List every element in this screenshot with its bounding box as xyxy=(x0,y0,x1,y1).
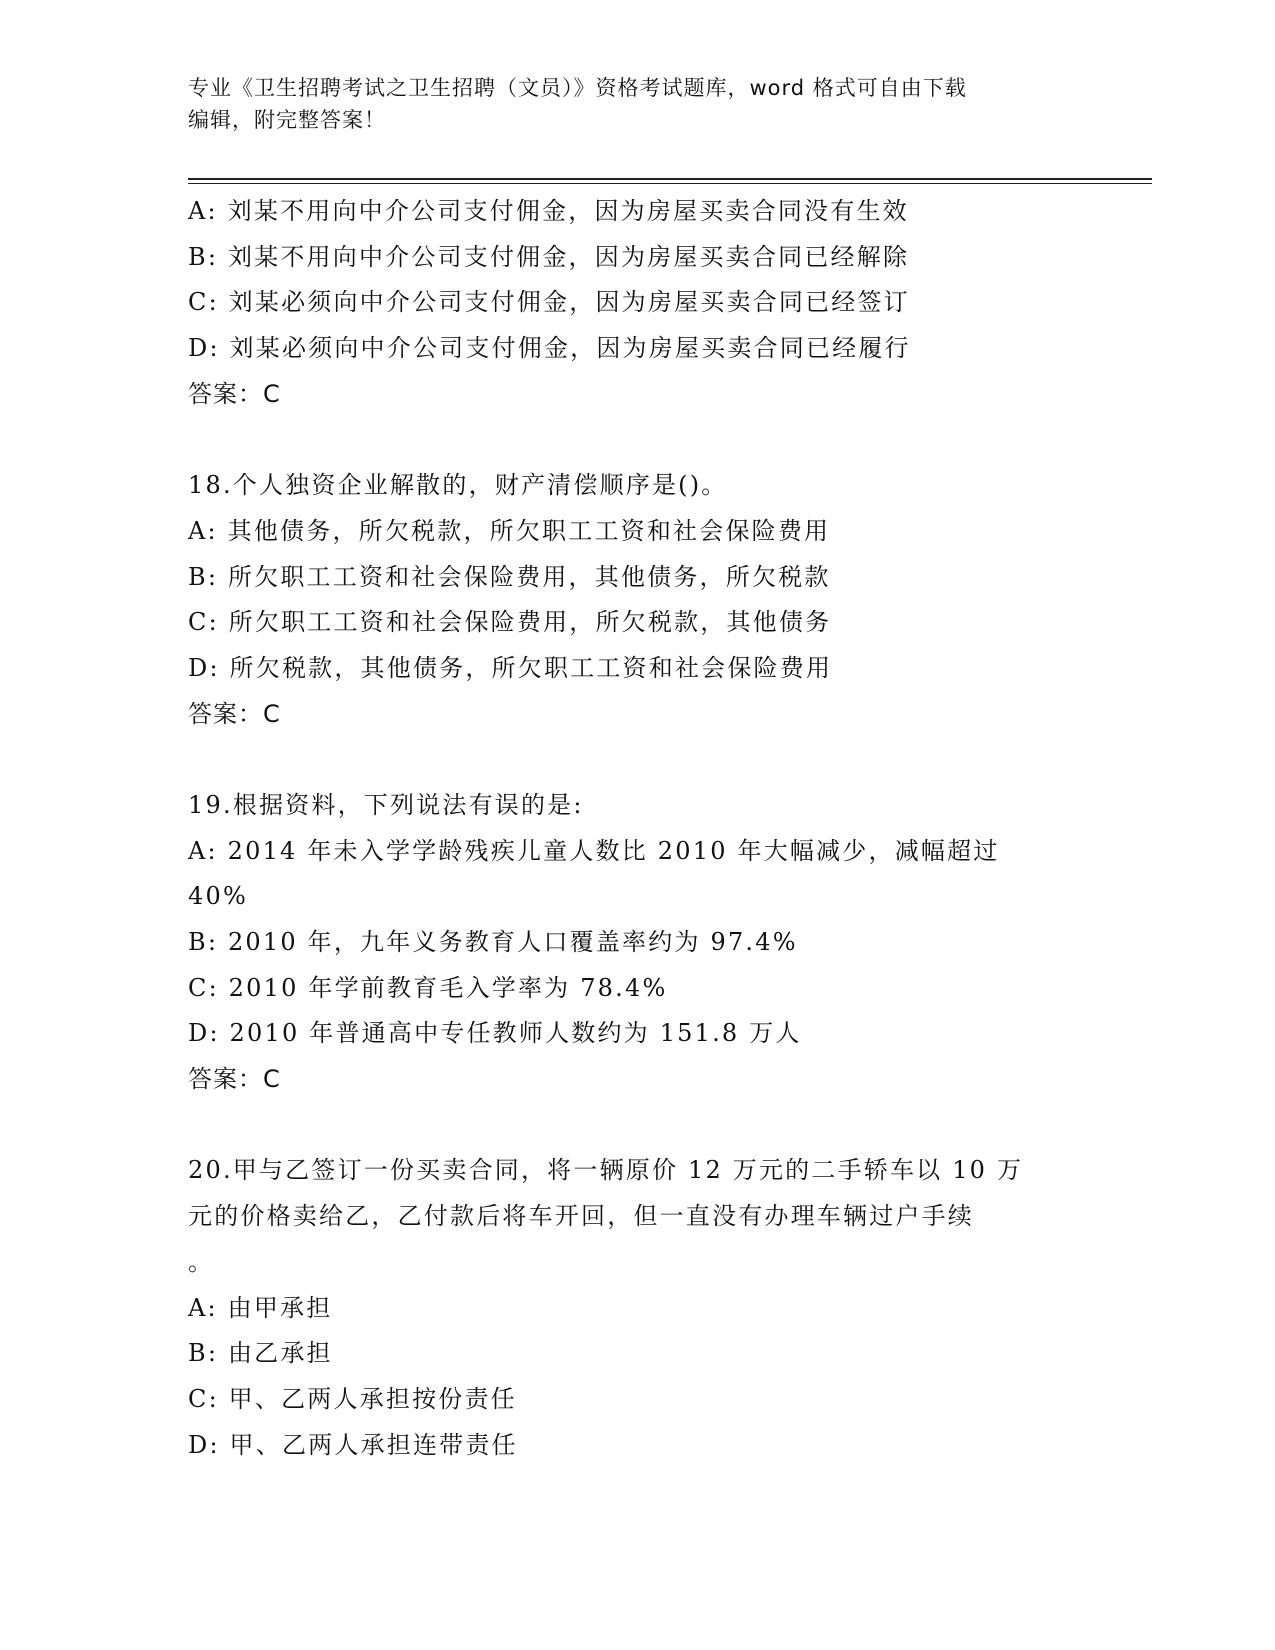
q19-option-a-cont: 40% xyxy=(188,882,248,911)
q17-option-b: B: 刘某不用向中介公司支付佣金，因为房屋买卖合同已经解除 xyxy=(188,242,910,271)
question-content xyxy=(188,189,1088,1468)
document-header xyxy=(188,72,1088,136)
header-rule-thin xyxy=(188,183,1152,184)
q20-option-c: C: 甲、乙两人承担按份责任 xyxy=(188,1384,517,1413)
header-rule-thick xyxy=(188,178,1152,180)
q18-option-b: B: 所欠职工工资和社会保险费用，其他债务，所欠税款 xyxy=(188,562,831,591)
q17-option-d: D: 刘某必须向中介公司支付佣金，因为房屋买卖合同已经履行 xyxy=(188,334,911,363)
q20-option-d: D: 甲、乙两人承担连带责任 xyxy=(188,1430,518,1459)
q17-answer: 答案：C xyxy=(188,379,281,408)
q18-option-a: A: 其他债务，所欠税款，所欠职工工资和社会保险费用 xyxy=(188,516,831,545)
q18-option-d: D: 所欠税款，其他债务，所欠职工工资和社会保险费用 xyxy=(188,653,833,682)
q18-answer: 答案：C xyxy=(188,699,281,728)
q19-option-c: C: 2010 年学前教育毛入学率为 78.4% xyxy=(188,973,668,1002)
header-line-2: 编辑，附完整答案！ xyxy=(188,108,386,132)
q20-question: 20.甲与乙签订一份买卖合同，将一辆原价 12 万元的二手轿车以 10 万 xyxy=(188,1156,1024,1185)
q20-question-end: 。 xyxy=(188,1247,215,1276)
q19-answer: 答案：C xyxy=(188,1065,281,1094)
q20-question-cont: 元的价格卖给乙，乙付款后将车开回，但一直没有办理车辆过户手续 xyxy=(188,1202,974,1231)
q19-option-d: D: 2010 年普通高中专任教师人数约为 151.8 万人 xyxy=(188,1019,802,1048)
q19-option-b: B: 2010 年，九年义务教育人口覆盖率约为 97.4% xyxy=(188,928,798,956)
q20-option-b: B: 由乙承担 xyxy=(188,1339,333,1368)
header-line-1: 专业《卫生招聘考试之卫生招聘（文员）》资格考试题库，word 格式可自由下载 xyxy=(188,76,967,100)
q18-question: 18.个人独资企业解散的，财产清偿顺序是()。 xyxy=(188,471,728,500)
q19-option-a: A: 2014 年未入学学龄残疾儿童人数比 2010 年大幅减少，减幅超过 xyxy=(188,836,1000,865)
q17-option-c: C: 刘某必须向中介公司支付佣金，因为房屋买卖合同已经签订 xyxy=(188,288,910,317)
q19-question: 19.根据资料，下列说法有误的是: xyxy=(188,790,584,819)
q17-option-a: A: 刘某不用向中介公司支付佣金，因为房屋买卖合同没有生效 xyxy=(188,197,909,225)
q20-option-a: A: 由甲承担 xyxy=(188,1293,333,1322)
q18-option-c: C: 所欠职工工资和社会保险费用，所欠税款，其他债务 xyxy=(188,608,832,637)
